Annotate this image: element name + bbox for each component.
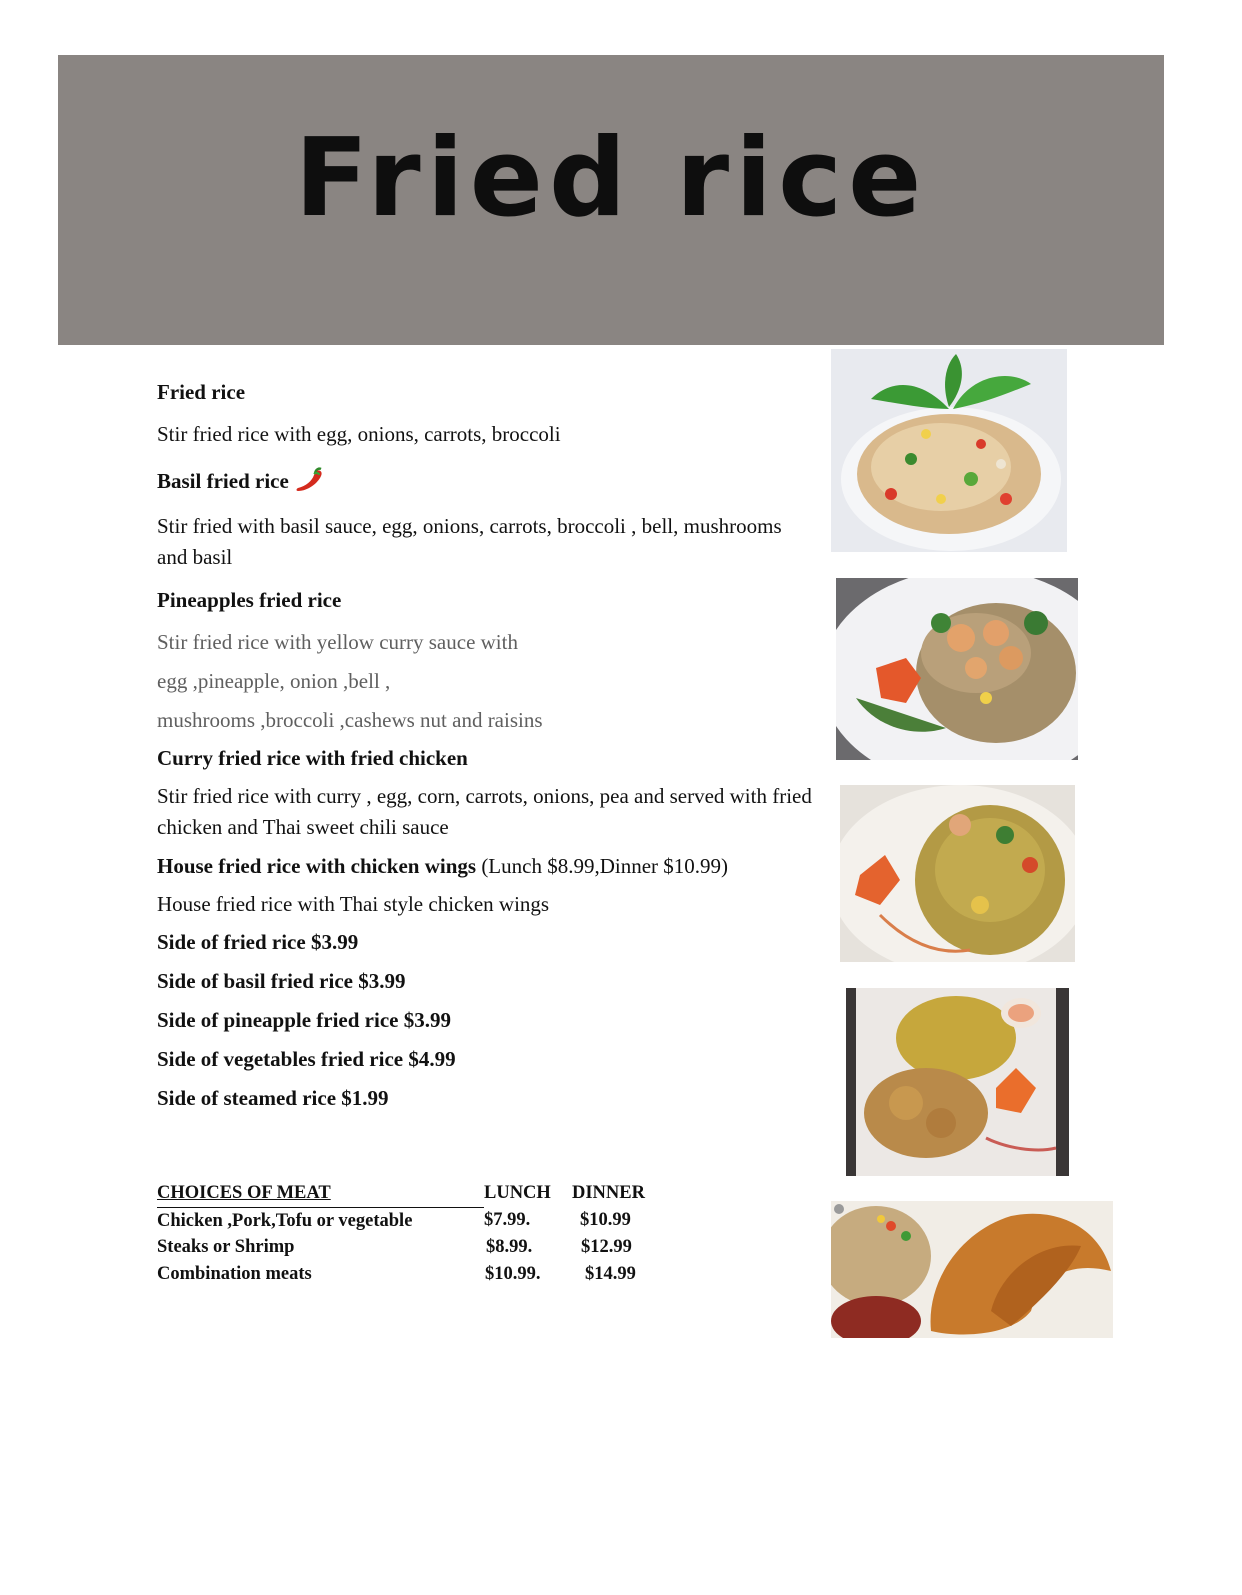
side-item: Side of steamed rice $1.99 (157, 1086, 389, 1110)
item-description: Stir fried rice with curry , egg, corn, carrots, onions, pea and served with fried chicken and Thai sweet chili sauce (157, 784, 812, 839)
item-description-line: egg ,pineapple, onion ,bell , (157, 669, 391, 693)
table-header-meat: CHOICES OF MEAT (157, 1180, 484, 1207)
side-item: Side of vegetables fried rice $4.99 (157, 1047, 456, 1071)
item-description-line: mushrooms ,broccoli ,cashews nut and raisins (157, 708, 543, 732)
table-cell-lunch: $10.99. (485, 1263, 541, 1284)
banner-title: Fried rice (294, 116, 928, 241)
table-header-lunch: LUNCH (484, 1183, 551, 1204)
table-cell-meat: Steaks or Shrimp (157, 1237, 295, 1257)
price-note: (Lunch $8.99,Dinner $10.99) (481, 854, 729, 878)
table-cell-meat: Chicken ,Pork,Tofu or vegetable (157, 1210, 413, 1231)
table-cell-lunch: $8.99. (486, 1237, 533, 1257)
side-item: Side of fried rice $3.99 (157, 930, 359, 954)
table-cell-dinner: $10.99 (580, 1210, 631, 1231)
menu-list (157, 378, 817, 1112)
meat-price-table (157, 1180, 662, 1287)
table-header-row (157, 1180, 662, 1207)
item-description: House fried rice with Thai style chicken wings (157, 892, 550, 916)
chili-pepper-icon (294, 467, 324, 493)
table-cell-dinner: $12.99 (581, 1237, 632, 1257)
item-title: Pineapples fried rice (157, 588, 342, 612)
table-row (157, 1207, 662, 1234)
side-item: Side of pineapple fried rice $3.99 (157, 1008, 451, 1032)
table-row (157, 1234, 662, 1261)
header-banner (58, 55, 1164, 345)
item-title-text: Basil fried rice (157, 469, 289, 493)
table-cell-lunch: $7.99. (484, 1210, 531, 1231)
fried-chicken-rice-photo (846, 988, 1069, 1176)
table-header-dinner: DINNER (572, 1183, 645, 1204)
item-description-line: Stir fried rice with yellow curry sauce with (157, 630, 518, 654)
table-row (157, 1261, 662, 1288)
pineapple-fried-rice-photo (836, 578, 1078, 760)
item-title: Fried rice (157, 380, 246, 404)
item-title: Curry fried rice with fried chicken (157, 746, 468, 770)
fried-rice-photo (831, 349, 1067, 552)
item-title (157, 852, 817, 880)
side-item: Side of basil fried rice $3.99 (157, 969, 406, 993)
table-cell-meat: Combination meats (157, 1263, 312, 1284)
curry-fried-rice-photo (840, 785, 1075, 962)
item-title (157, 467, 817, 495)
item-description: Stir fried with basil sauce, egg, onions, carrots, broccoli , bell, mushrooms and basil (157, 514, 782, 569)
table-cell-dinner: $14.99 (585, 1263, 636, 1284)
item-description: Stir fried rice with egg, onions, carrots, broccoli (157, 422, 561, 446)
chicken-wings-photo (831, 1201, 1113, 1338)
item-title-text: House fried rice with chicken wings (157, 854, 477, 878)
